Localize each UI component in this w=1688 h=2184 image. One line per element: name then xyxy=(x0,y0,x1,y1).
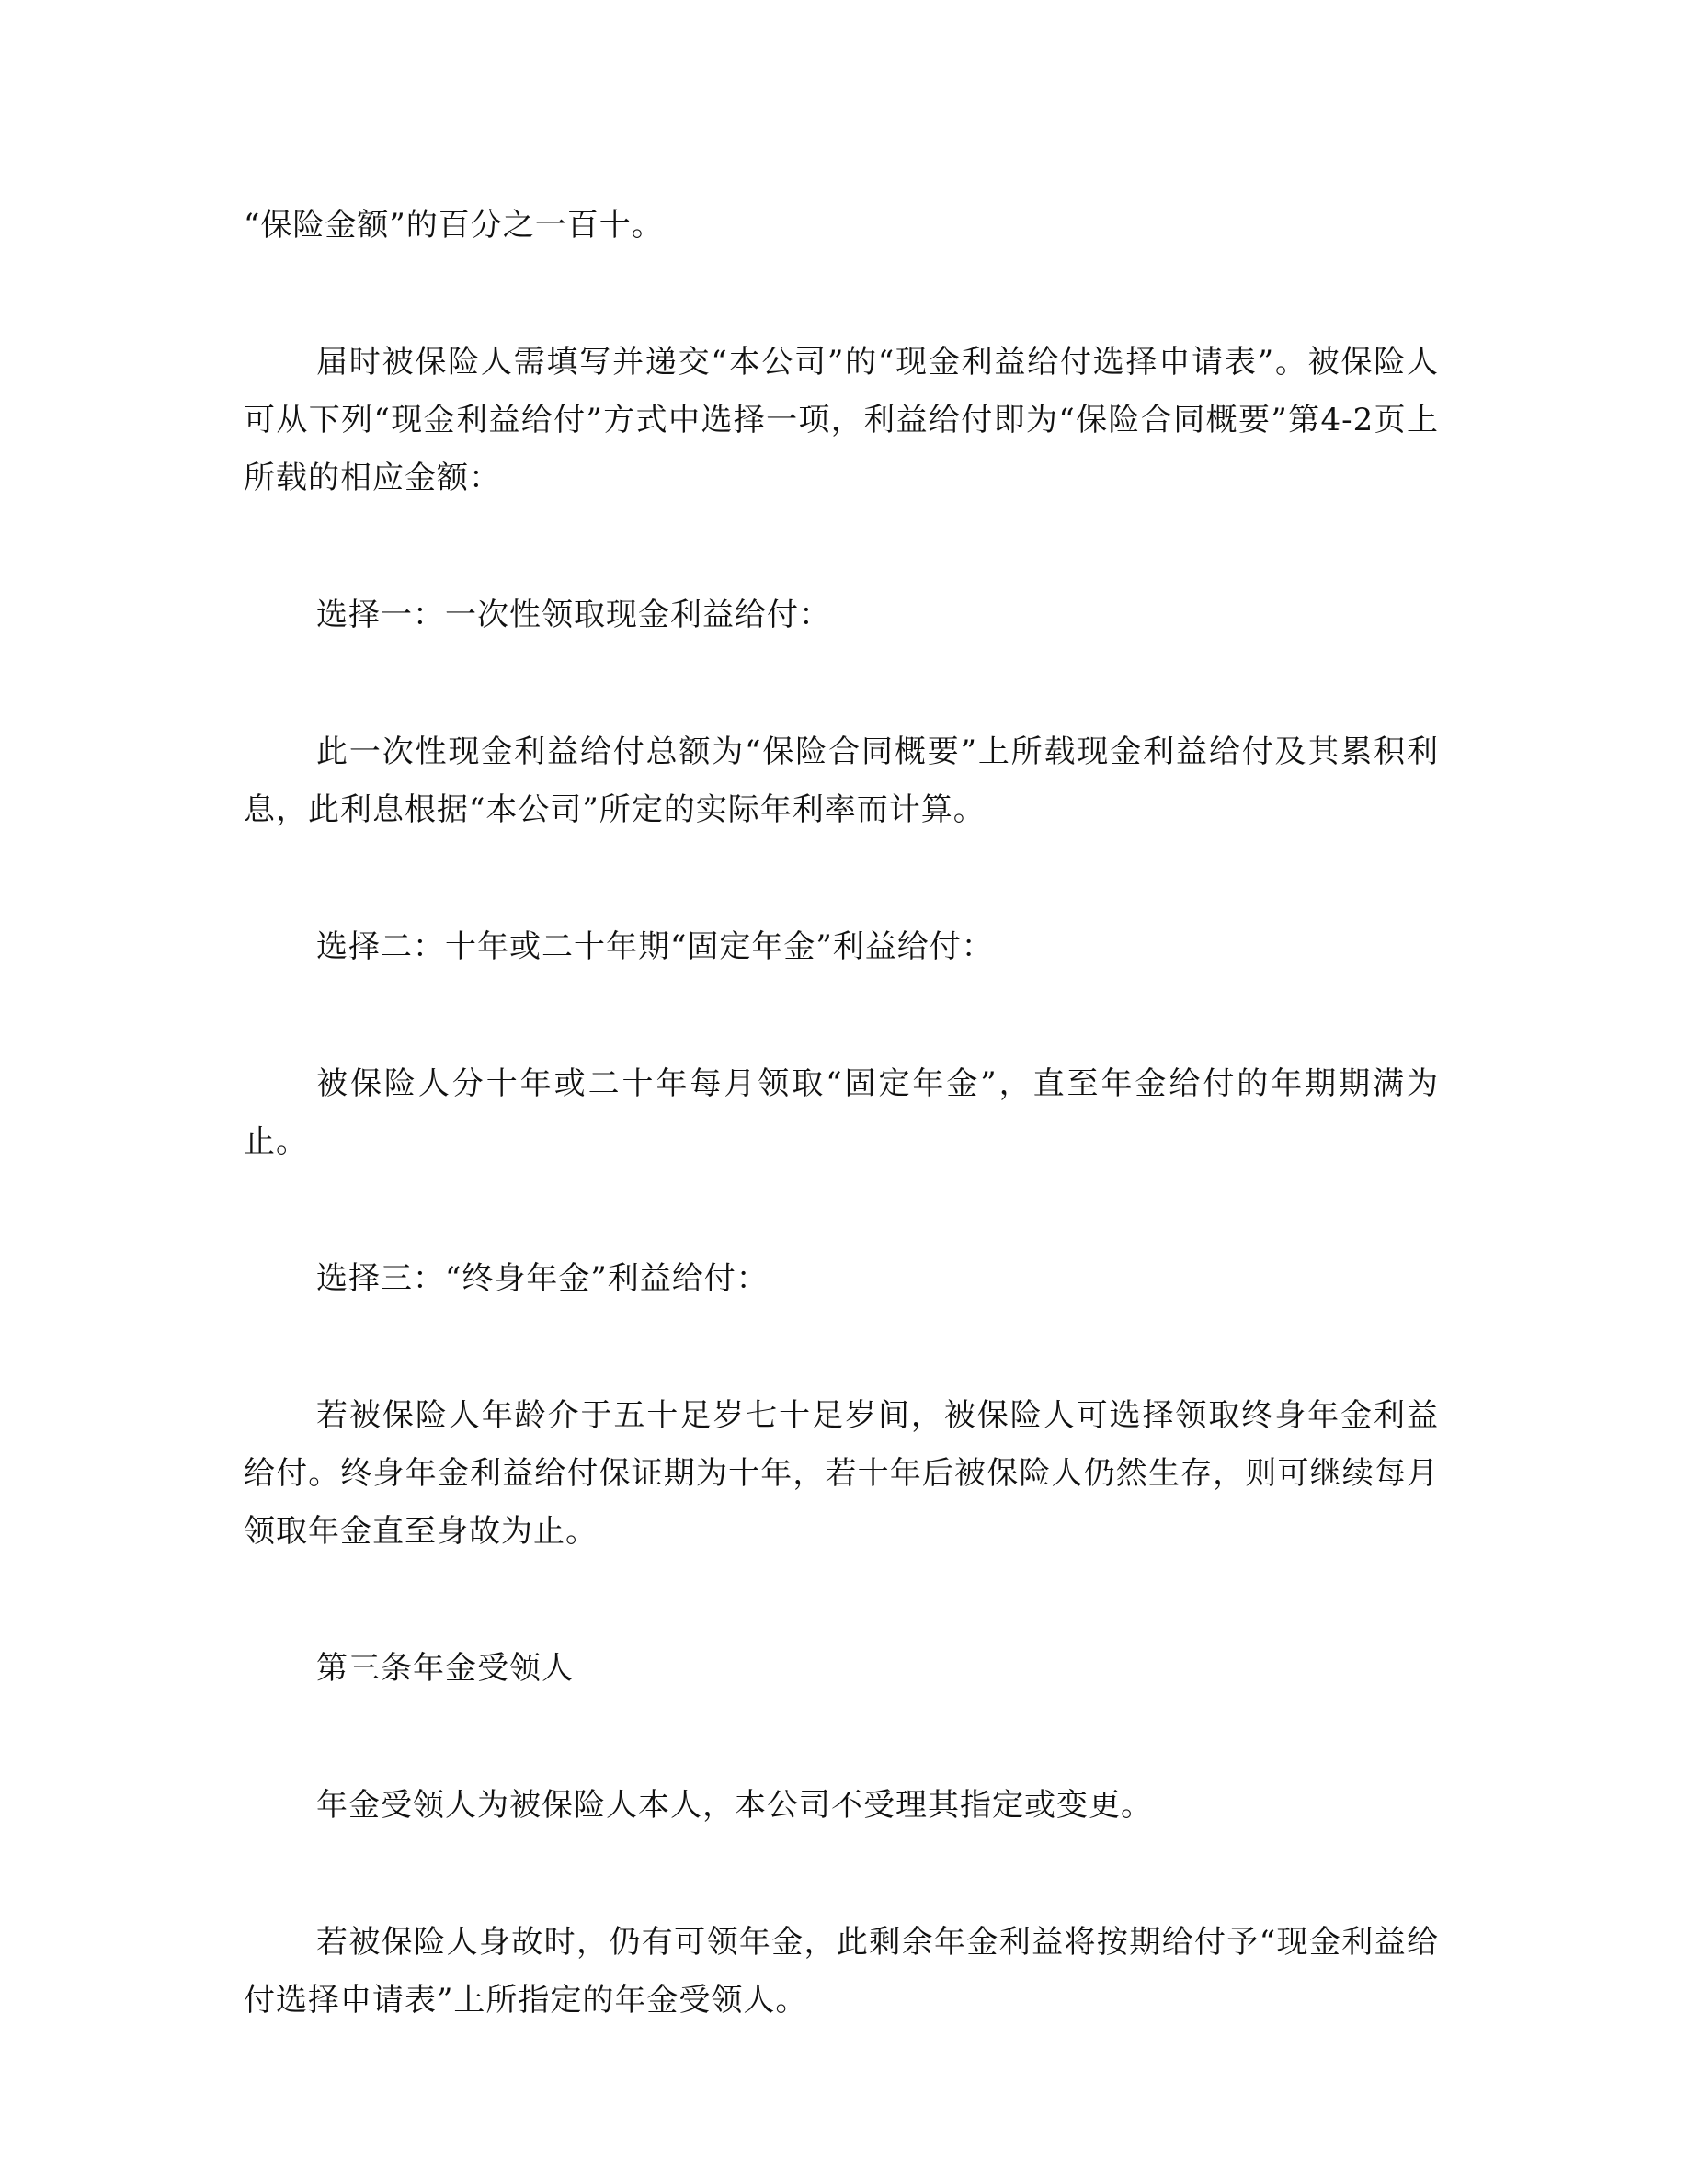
document-body xyxy=(244,197,1439,2109)
paragraph-option-two-heading: 选择二：十年或二十年期“固定年金”利益给付： xyxy=(316,928,994,965)
paragraph-recipient: 年金受领人为被保险人本人，本公司不受理其指定或变更。 xyxy=(316,1787,1153,1824)
paragraph-option-one-detail: 此一次性现金利益给付总额为“保险合同概要”上所载现金利益给付及其累积利息，此利息根据“本公司”所定的实际年利率而计算。 xyxy=(244,734,1439,828)
paragraph-option-three-heading: 选择三：“终身年金”利益给付： xyxy=(316,1260,769,1297)
paragraph-option-one-heading: 选择一：一次性领取现金利益给付： xyxy=(316,597,831,633)
paragraph-option-two-detail: 被保险人分十年或二十年每月领取“固定年金”，直至年金给付的年期期满为止。 xyxy=(244,1065,1439,1160)
paragraph-option-three-detail: 若被保险人年龄介于五十足岁七十足岁间，被保险人可选择领取终身年金利益给付。终身年金利益给付保证期为十年，若十年后被保险人仍然生存，则可继续每月领取年金直至身故为止。 xyxy=(244,1397,1439,1550)
paragraph-remaining-annuity: 若被保险人身故时，仍有可领年金，此剩余年金利益将按期给付予“现金利益给付选择申请表”上所指定的年金受领人。 xyxy=(244,1924,1439,2019)
section-heading-article-three: 第三条年金受领人 xyxy=(316,1650,574,1687)
paragraph-continuation: “保险金额”的百分之一百十。 xyxy=(244,207,664,244)
paragraph-application-form: 届时被保险人需填写并递交“本公司”的“现金利益给付选择申请表”。被保险人可从下列“现金利益给付”方式中选择一项，利益给付即为“保险合同概要”第4-2页上所载的相应金额： xyxy=(244,344,1439,496)
